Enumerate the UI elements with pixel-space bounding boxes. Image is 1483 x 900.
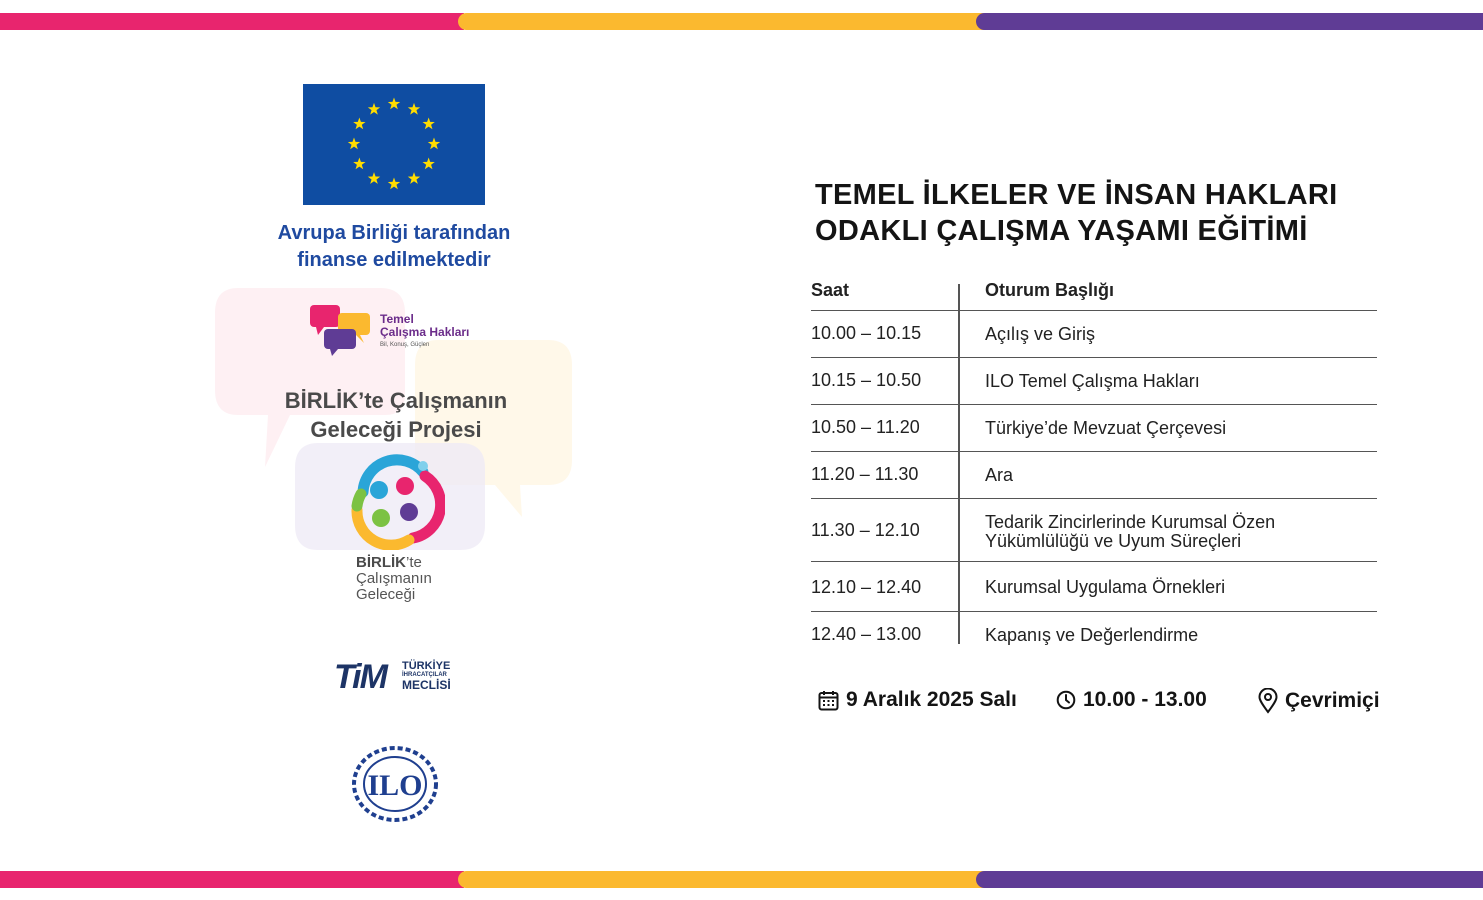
eu-caption-line2: finanse edilmektedir	[297, 249, 491, 271]
tim-logo	[334, 658, 460, 696]
row-time: 11.20 – 11.30	[811, 464, 919, 484]
tim-logo-text	[402, 661, 451, 691]
row-session: Kurumsal Uygulama Örnekleri	[985, 577, 1226, 597]
chat-bubbles-icon	[308, 303, 378, 359]
project-title-line1: BİRLİK’te Çalışmanın	[284, 388, 508, 413]
eu-funding-caption	[240, 220, 548, 274]
row-time: 10.00 – 10.15	[811, 323, 922, 343]
tim-line1: TÜRKİYE	[402, 660, 451, 672]
row-session: ILO Temel Çalışma Hakları	[985, 371, 1200, 391]
row-session: Açılış ve Giriş	[985, 324, 1096, 344]
top-color-stripe	[0, 13, 1483, 30]
header-time: Saat	[811, 280, 850, 300]
training-title-line1: TEMEL İLKELER VE İNSAN HAKLARI	[815, 179, 1338, 211]
eu-flag-logo	[303, 84, 485, 205]
event-info-bar	[818, 688, 1418, 718]
project-title-line2: Geleceği Projesi	[310, 417, 482, 442]
table-row	[811, 452, 1377, 499]
project-title	[250, 386, 542, 444]
project-logo-tagline: Bil, Konuş, Güçlen	[380, 342, 430, 348]
temel-calisma-haklari-logo	[308, 303, 498, 363]
row-time: 10.50 – 11.20	[811, 417, 920, 437]
row-time: 12.40 – 13.00	[811, 624, 922, 644]
row-session: Türkiye’de Mevzuat Çerçevesi	[985, 418, 1227, 438]
schedule-header-row	[811, 272, 1377, 311]
table-row	[811, 562, 1377, 612]
row-session: Tedarik Zincirlerinde Kurumsal Özen Yükümlülüğü ve Uyum Süreçleri	[985, 512, 1276, 551]
event-time	[1056, 688, 1207, 712]
event-location	[1258, 688, 1380, 714]
row-time: 10.15 – 10.50	[811, 370, 922, 390]
schedule-table	[811, 272, 1377, 658]
ilo-logo-text: ILO	[367, 769, 423, 802]
column-divider	[958, 284, 960, 644]
clock-icon	[1056, 690, 1076, 710]
bottom-color-stripe	[0, 871, 1483, 888]
birlik-circle-logo	[343, 452, 445, 550]
row-time: 12.10 – 12.40	[811, 577, 922, 597]
event-time-text: 10.00 - 13.00	[1083, 688, 1207, 711]
row-session: Kapanış ve Değerlendirme	[985, 625, 1199, 645]
event-location-text: Çevrimiçi	[1285, 689, 1380, 712]
tim-logo-mark: TiM	[334, 658, 386, 696]
table-row	[811, 311, 1377, 358]
row-time: 11.30 – 12.10	[811, 520, 920, 540]
birlik-wordmark-line3: Geleceği	[356, 586, 416, 603]
tim-line3: MECLİSİ	[402, 678, 451, 692]
project-logo-line1: Temel	[380, 312, 414, 326]
calendar-icon	[818, 690, 839, 711]
birlik-wordmark-suffix: ’te	[406, 554, 422, 571]
training-title	[815, 177, 1435, 249]
ilo-logo	[349, 745, 441, 823]
event-date	[818, 688, 1017, 712]
birlik-wordmark-line2: Çalışmanın	[356, 570, 432, 587]
eu-caption-line1: Avrupa Birliği tarafından	[277, 222, 511, 244]
location-pin-icon	[1258, 688, 1278, 714]
project-logo-line2: Çalışma Hakları	[380, 325, 470, 339]
header-session: Oturum Başlığı	[985, 280, 1115, 300]
project-logo-name	[380, 313, 469, 339]
table-row	[811, 499, 1377, 562]
event-date-text: 9 Aralık 2025 Salı	[846, 688, 1017, 711]
birlik-wordmark	[356, 555, 432, 603]
table-row	[811, 612, 1377, 658]
table-row	[811, 405, 1377, 452]
tim-line2: İHRACATÇILAR	[402, 672, 447, 678]
birlik-wordmark-bold: BİRLİK	[356, 554, 406, 571]
training-title-line2: ODAKLI ÇALIŞMA YAŞAMI EĞİTİMİ	[815, 215, 1308, 247]
table-row	[811, 358, 1377, 405]
row-session: Ara	[985, 465, 1014, 485]
